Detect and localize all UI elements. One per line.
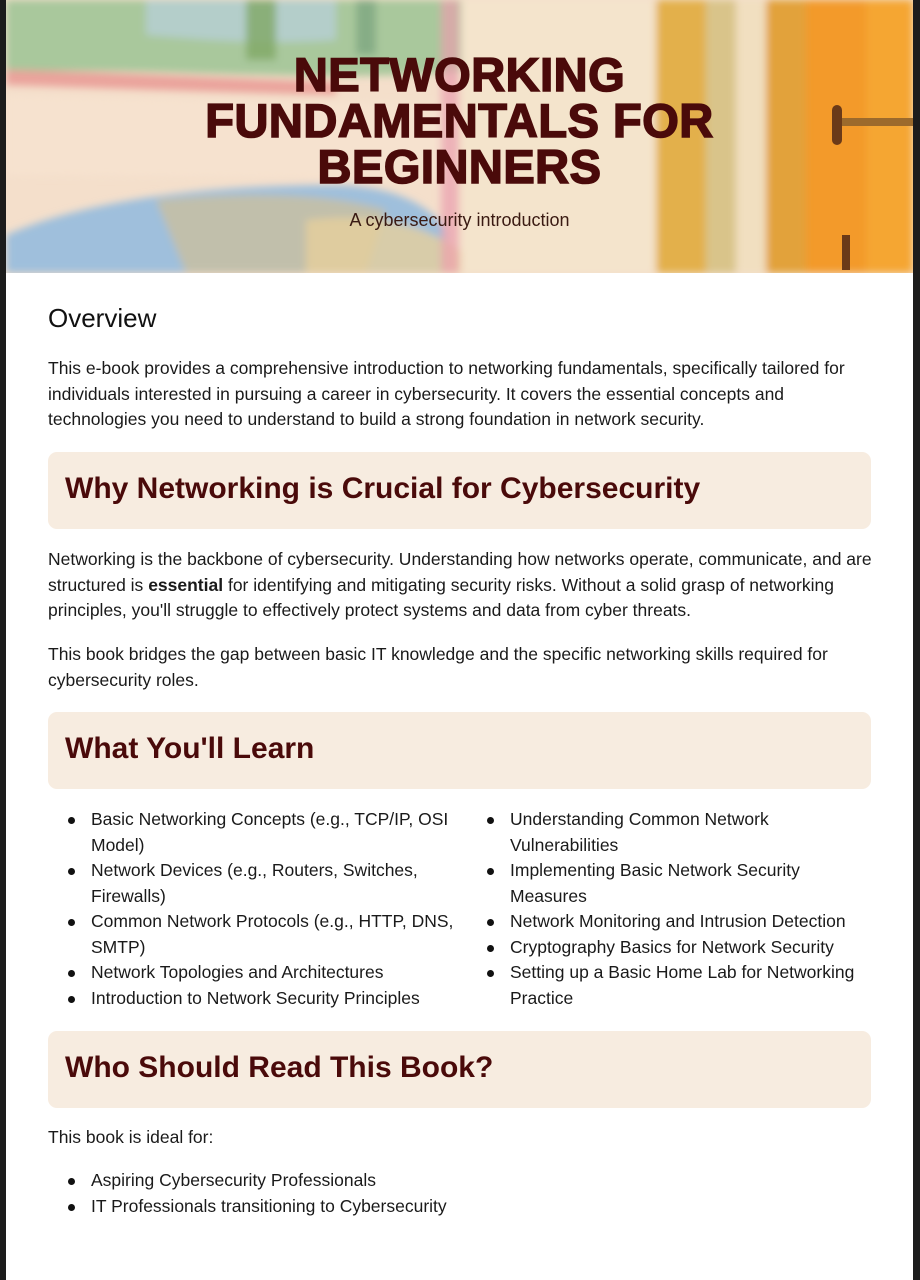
- learn-list-right: [473, 807, 873, 1011]
- why-text-end: for identifying and mitigating security risks. Without a solid grasp of networking principles, you'll struggle to effectively protect systems and data from cyber threats.: [48, 574, 834, 620]
- list-item: Introduction to Network Security Principles: [54, 986, 454, 1012]
- audience-list: [54, 1168, 654, 1219]
- content-area: [6, 273, 913, 1280]
- audience-heading: Who Should Read This Book?: [65, 1051, 494, 1084]
- why-paragraph-1: [48, 547, 873, 624]
- ebook-page: [6, 0, 913, 1280]
- overview-paragraph: This e-book provides a comprehensive introduction to networking fundamentals, specifically tailored for individuals interested in pursuing a career in cybersecurity. It covers the essential concepts and technologies you need to understand to build a strong foundation in network security.: [48, 358, 845, 429]
- section-header-why: [48, 452, 871, 529]
- audience-intro: This book is ideal for:: [48, 1127, 214, 1147]
- why-text-start: Networking is the backbone of cybersecurity. Understanding how networks operate, communicate, and are structured is: [48, 549, 872, 595]
- list-item: Network Monitoring and Intrusion Detection: [473, 909, 873, 935]
- title-line-3: BEGINNERS: [317, 140, 602, 193]
- title-line-1: NETWORKING: [293, 48, 626, 101]
- list-item: Cryptography Basics for Network Security: [473, 935, 873, 961]
- learn-list-left: [54, 807, 454, 1011]
- list-item: Network Topologies and Architectures: [54, 960, 454, 986]
- overview-heading: Overview: [48, 303, 157, 333]
- section-header-audience: [48, 1031, 871, 1108]
- why-paragraph-2: This book bridges the gap between basic IT knowledge and the specific networking skills required for cybersecurity roles.: [48, 644, 828, 690]
- title-line-2: FUNDAMENTALS FOR: [205, 94, 714, 147]
- list-item: Network Devices (e.g., Routers, Switches, Firewalls): [54, 858, 454, 909]
- book-title: [6, 48, 913, 193]
- book-subtitle: A cybersecurity introduction: [349, 210, 570, 230]
- list-item: Implementing Basic Network Security Measures: [473, 858, 873, 909]
- section-header-learn: [48, 712, 871, 789]
- list-item: Common Network Protocols (e.g., HTTP, DNS, SMTP): [54, 909, 454, 960]
- list-item: Aspiring Cybersecurity Professionals: [54, 1168, 654, 1194]
- list-item: Understanding Common Network Vulnerabilities: [473, 807, 873, 858]
- list-item: Setting up a Basic Home Lab for Networking Practice: [473, 960, 873, 1011]
- list-item: IT Professionals transitioning to Cybersecurity: [54, 1194, 654, 1220]
- emphasis-essential: essential: [148, 574, 224, 595]
- why-heading: Why Networking is Crucial for Cybersecurity: [65, 472, 701, 505]
- learn-heading: What You'll Learn: [65, 732, 315, 765]
- cover-banner: [6, 0, 913, 273]
- list-item: Basic Networking Concepts (e.g., TCP/IP, OSI Model): [54, 807, 454, 858]
